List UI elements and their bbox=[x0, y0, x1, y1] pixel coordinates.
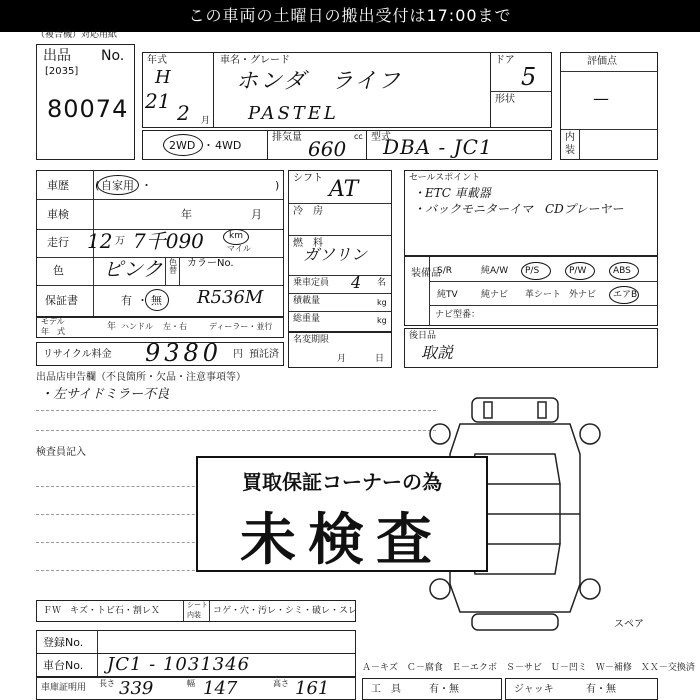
history-paren-close: ) bbox=[275, 179, 280, 192]
load-unit: kg bbox=[377, 298, 387, 307]
equipment-item: 純A/W bbox=[481, 266, 509, 276]
load-label: 積載量 bbox=[293, 296, 321, 306]
name-change-label: 名変期限 bbox=[293, 335, 330, 345]
chassis-label: 車台No. bbox=[43, 659, 84, 672]
seat-legend: コゲ・穴・汚レ・シミ・破レ・スレ bbox=[213, 606, 358, 616]
handle-label: ハンドル bbox=[121, 322, 153, 331]
model-year-label-2: 年 式 bbox=[41, 327, 65, 336]
tools-options: 有・無 bbox=[429, 684, 459, 695]
sales-point-2: ・バックモニターイマ CDプレーヤー bbox=[413, 202, 624, 216]
equipment-item: S/R bbox=[437, 266, 452, 276]
rating-label: 評価点 bbox=[587, 56, 617, 67]
capacity-label: 乗車定員 bbox=[293, 278, 330, 288]
fw-legend: ＦＷ キズ・トビ石・割レＸ bbox=[43, 606, 160, 616]
seat-label-1: シート bbox=[187, 601, 208, 609]
type-code-box bbox=[366, 130, 552, 160]
capacity-unit: 名 bbox=[377, 278, 387, 288]
color-change-label: 色 替 bbox=[169, 258, 177, 275]
sales-point-1: ・ETC 車載器 bbox=[413, 186, 491, 200]
displacement-unit: cc bbox=[354, 132, 363, 141]
height-value: 161 bbox=[295, 678, 330, 699]
inspection-label: 車検 bbox=[47, 208, 69, 221]
handle-options: 左・右 bbox=[163, 322, 187, 331]
model-name: ホンダ ライフ bbox=[236, 69, 402, 94]
equipment-selected-circle bbox=[521, 262, 551, 280]
length-value: 339 bbox=[119, 678, 154, 699]
equipment-item: 純ナビ bbox=[481, 290, 509, 300]
ac-label: 冷 房 bbox=[293, 206, 323, 217]
equipment-label: 装備品 bbox=[411, 268, 441, 279]
equipment-item: 純TV bbox=[437, 290, 458, 300]
year-month: 2 bbox=[177, 101, 190, 125]
damage-legend-bar bbox=[36, 600, 356, 622]
form-type-label: （複合機）対応用紙 bbox=[36, 30, 118, 40]
shift-value: AT bbox=[329, 177, 359, 202]
shift-label: シフト bbox=[293, 173, 323, 184]
drive-opt-4wd: 4WD bbox=[215, 139, 242, 152]
doors-label: ドア bbox=[495, 55, 515, 66]
mileage-unit-km: km bbox=[229, 231, 243, 241]
gross-label: 総重量 bbox=[293, 314, 321, 324]
displacement-label: 排気量 bbox=[272, 132, 302, 143]
sales-points-label: セールスポイント bbox=[409, 173, 481, 183]
lot-label: 出品 bbox=[43, 48, 71, 64]
seller-notes-label: 出品店申告欄（不良箇所・欠品・注意事項等） bbox=[36, 372, 246, 383]
lot-tag: [2035] bbox=[45, 66, 79, 77]
color-code-value: R536M bbox=[197, 287, 264, 308]
warranty-label: 保証書 bbox=[45, 294, 78, 307]
rating-box bbox=[560, 52, 658, 160]
jack-box bbox=[505, 678, 658, 700]
dimensions-box bbox=[36, 677, 356, 700]
doors-value: 5 bbox=[521, 63, 537, 91]
model-grade: PASTEL bbox=[248, 103, 339, 124]
tools-box bbox=[362, 678, 502, 700]
model-label: 車名・グレード bbox=[220, 55, 290, 66]
color-value: ピンク bbox=[103, 257, 163, 281]
displacement-value: 660 bbox=[308, 137, 347, 161]
rating-value: — bbox=[593, 89, 609, 108]
jack-label: ジャッキ bbox=[514, 684, 554, 695]
name-change-month: 月 bbox=[337, 354, 347, 364]
saturday-pickup-banner: この車両の土曜日の搬出受付は17:00まで bbox=[0, 0, 700, 32]
shape-label: 形状 bbox=[495, 94, 515, 105]
lot-number-box bbox=[36, 44, 135, 160]
warranty-sep: ・ bbox=[137, 294, 148, 307]
capacity-value: 4 bbox=[351, 273, 362, 292]
mileage-sen: 7千090 bbox=[133, 229, 204, 253]
damage-codes-legend: Ａ－キズ Ｃ－腐食 Ｅ－エクボ Ｓ－サビ Ｕ－凹ミ Ｗ－補修 ＸＸ－交換済 bbox=[362, 663, 695, 673]
spare-label: スペア bbox=[614, 619, 644, 630]
history-label: 車歴 bbox=[47, 179, 69, 192]
inspector-notes-label: 検査員記入 bbox=[36, 447, 86, 458]
equipment-box bbox=[404, 256, 658, 326]
history-paren-open: ( bbox=[95, 179, 100, 192]
type-code-label: 型式 bbox=[371, 132, 391, 143]
stamp-title: 買取保証コーナーの為 bbox=[242, 470, 442, 494]
equipment-selected-circle bbox=[565, 262, 595, 280]
history-value: 自家用 bbox=[101, 179, 134, 192]
inspection-month-unit: 月 bbox=[251, 208, 262, 221]
model-year-unit: 年 bbox=[107, 322, 117, 332]
mileage-man-unit: 万 bbox=[115, 236, 125, 247]
tools-label: 工 具 bbox=[371, 684, 401, 695]
model-year-row bbox=[36, 316, 284, 338]
history-rest: ・ bbox=[141, 179, 152, 192]
shift-fuel-column bbox=[288, 170, 392, 332]
drive-sep: ・ bbox=[203, 139, 214, 152]
width-label: 幅 bbox=[187, 679, 195, 688]
month-unit: 月 bbox=[201, 116, 211, 126]
year-value: 21 bbox=[145, 89, 171, 113]
equipment-item: ABS bbox=[613, 266, 631, 276]
after-date-value: 取説 bbox=[421, 343, 454, 362]
inspection-year-unit: 年 bbox=[181, 208, 192, 221]
after-date-label: 後日品 bbox=[409, 331, 437, 341]
model-year-label-1: モデル bbox=[41, 317, 65, 326]
height-label: 高さ bbox=[273, 679, 289, 688]
model-box bbox=[213, 52, 491, 128]
equipment-selected-circle bbox=[609, 286, 639, 304]
interior-label-1: 内 bbox=[565, 132, 575, 143]
interior-label-2: 装 bbox=[565, 145, 575, 156]
year-label: 年式 bbox=[147, 55, 167, 66]
mileage-unit-mile: マイル bbox=[227, 244, 251, 253]
sales-points-box bbox=[404, 170, 658, 256]
color-no-label: カラーNo. bbox=[187, 258, 234, 269]
stamp-big-text: 未検査 bbox=[240, 508, 444, 573]
equipment-selected-circle bbox=[609, 262, 639, 280]
fuel-value: ガソリン bbox=[303, 245, 368, 264]
jack-options: 有・無 bbox=[586, 684, 616, 695]
drive-box bbox=[142, 130, 268, 160]
gross-unit: kg bbox=[377, 316, 387, 325]
registration-box bbox=[36, 630, 356, 654]
after-date-box bbox=[404, 328, 658, 368]
color-label: 色 bbox=[53, 264, 64, 277]
drive-opt-2wd: 2WD bbox=[169, 139, 196, 152]
mileage-label: 走行 bbox=[47, 236, 69, 249]
seat-label-2: 内装 bbox=[187, 611, 201, 619]
recycle-note: 預託済 bbox=[249, 349, 279, 360]
equipment-item: エアB bbox=[613, 290, 638, 300]
equipment-item: 革シート bbox=[525, 290, 562, 300]
recycle-label: リサイクル料金 bbox=[43, 349, 112, 360]
equipment-item: P/S bbox=[525, 266, 540, 276]
lot-number: 80074 bbox=[47, 95, 129, 123]
fuel-label: 燃 料 bbox=[293, 238, 323, 249]
registration-label: 登録No. bbox=[43, 636, 84, 649]
chassis-value: JC1 - 1031346 bbox=[107, 654, 251, 675]
mileage-man: 12 bbox=[87, 229, 113, 253]
length-label: 長さ bbox=[99, 679, 115, 688]
seller-notes-value: ・左サイドミラー不良 bbox=[40, 387, 170, 402]
recycle-fee-box bbox=[36, 339, 284, 367]
width-value: 147 bbox=[203, 678, 238, 699]
chassis-box bbox=[36, 653, 356, 677]
equipment-item: 外ナビ bbox=[569, 290, 597, 300]
type-code-value: DBA - JC1 bbox=[383, 135, 493, 159]
warranty-yes: 有 bbox=[121, 294, 132, 307]
vehicle-details-table bbox=[36, 170, 284, 318]
name-change-day: 日 bbox=[375, 354, 385, 364]
displacement-box bbox=[267, 130, 367, 160]
dealer-label: ディーラー・並行 bbox=[209, 322, 273, 331]
year-box bbox=[142, 52, 214, 128]
lot-no-label: No. bbox=[101, 48, 125, 64]
year-era: H bbox=[155, 67, 171, 88]
doors-box bbox=[490, 52, 552, 128]
recycle-unit: 円 bbox=[233, 349, 243, 360]
equipment-item: P/W bbox=[569, 266, 587, 276]
navi-model-label: ナビ型番： bbox=[435, 310, 481, 320]
recycle-value: 9380 bbox=[145, 339, 223, 367]
dims-label: 車庫証明用 bbox=[41, 683, 87, 693]
name-change-box bbox=[288, 332, 392, 368]
warranty-no: 無 bbox=[151, 294, 162, 307]
not-inspected-stamp bbox=[196, 456, 488, 572]
